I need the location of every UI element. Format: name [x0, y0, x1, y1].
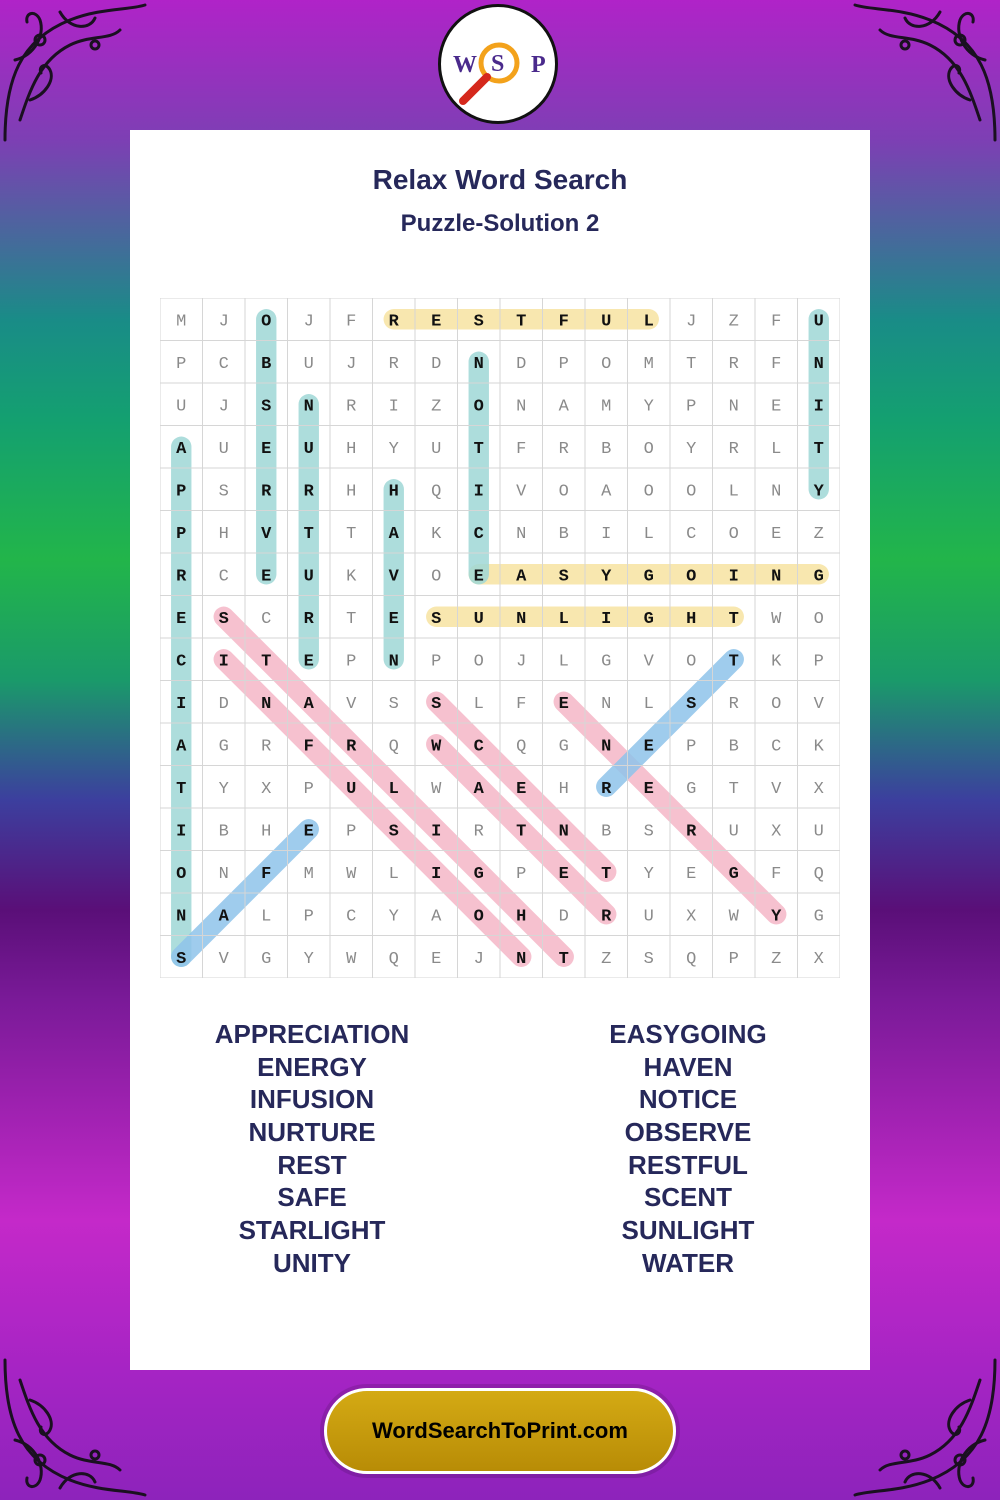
grid-letter-found: T — [261, 652, 272, 672]
grid-letter-found: I — [601, 609, 612, 629]
grid-letter-found: S — [388, 822, 399, 842]
grid-letter: S — [643, 822, 654, 842]
grid-letter: Z — [771, 949, 782, 969]
grid-letter: M — [643, 354, 654, 374]
word-list-item: OBSERVE — [624, 1117, 752, 1148]
grid-letter: P — [813, 652, 824, 672]
grid-letter: P — [303, 779, 314, 799]
grid-letter: R — [558, 439, 569, 459]
grid-letter: Q — [431, 482, 442, 502]
grid-letter-found: T — [516, 822, 527, 842]
grid-letter-found: I — [473, 482, 484, 502]
grid-letter: F — [516, 694, 527, 714]
grid-letter-found: U — [346, 779, 357, 799]
grid-letter-found: U — [813, 312, 824, 332]
grid-letter-found: S — [261, 397, 272, 417]
grid-letter: G — [261, 949, 272, 969]
word-list-item: SUNLIGHT — [621, 1215, 755, 1246]
grid-letter: A — [601, 482, 612, 502]
grid-letter: G — [218, 737, 229, 757]
grid-letter-found: R — [176, 567, 187, 587]
grid-letter: V — [346, 694, 357, 714]
grid-letter-found: S — [686, 694, 697, 714]
grid-letter: V — [516, 482, 527, 502]
grid-letter-found: L — [643, 312, 654, 332]
grid-letter: C — [771, 737, 782, 757]
grid-letter-found: C — [473, 737, 484, 757]
grid-letter-found: O — [473, 907, 484, 927]
grid-letter-found: I — [176, 822, 187, 842]
grid-letter: D — [516, 354, 527, 374]
grid-letter: H — [346, 439, 357, 459]
grid-letter-found: N — [813, 354, 824, 374]
grid-letter: J — [303, 312, 314, 332]
grid-letter-found: F — [303, 737, 314, 757]
grid-letter-found: I — [813, 397, 824, 417]
grid-letter: R — [728, 694, 739, 714]
grid-letter: X — [686, 907, 697, 927]
grid-letter: S — [218, 482, 229, 502]
word-list-item: INFUSION — [249, 1084, 375, 1115]
logo-letter: S — [491, 51, 505, 77]
word-list-item: RESTFUL — [628, 1149, 748, 1180]
grid-letter-found: T — [516, 312, 527, 332]
grid-letter-found: F — [558, 312, 569, 332]
grid-letter: Y — [388, 439, 399, 459]
grid-letter: Y — [388, 907, 399, 927]
grid-letter: C — [218, 567, 229, 587]
grid-letter: R — [346, 397, 357, 417]
grid-letter: M — [303, 864, 314, 884]
grid-letter: C — [346, 907, 357, 927]
corner-ornament-top-right — [850, 0, 1000, 150]
grid-letter: L — [473, 694, 484, 714]
grid-letter-found: W — [431, 737, 442, 757]
grid-letter-found: T — [473, 439, 484, 459]
grid-letter: B — [558, 524, 569, 544]
grid-letter: X — [813, 949, 824, 969]
grid-letter-found: N — [388, 652, 399, 672]
grid-letter: U — [643, 907, 654, 927]
logo-letter: W — [453, 52, 477, 78]
grid-letter-found: T — [728, 652, 739, 672]
grid-letter-found: E — [516, 779, 527, 799]
grid-letter: V — [771, 779, 782, 799]
grid-letter: N — [516, 524, 527, 544]
grid-letter-found: A — [176, 737, 187, 757]
grid-letter: N — [218, 864, 229, 884]
grid-letter-found: V — [388, 567, 399, 587]
grid-letter: K — [346, 567, 357, 587]
grid-letter: B — [601, 822, 612, 842]
grid-letter: Z — [601, 949, 612, 969]
grid-letter: Q — [516, 737, 527, 757]
grid-letter: F — [346, 312, 357, 332]
grid-letter-found: I — [431, 864, 442, 884]
grid-letter: H — [558, 779, 569, 799]
grid-letter: O — [558, 482, 569, 502]
grid-letter-found: G — [813, 567, 824, 587]
grid-letter-found: U — [473, 609, 484, 629]
grid-letter: H — [218, 524, 229, 544]
word-list-item: SAFE — [277, 1182, 347, 1213]
grid-letter: M — [176, 312, 187, 332]
grid-letter: N — [771, 482, 782, 502]
grid-letter: Y — [643, 864, 654, 884]
grid-letter: W — [346, 864, 357, 884]
grid-letter-found: A — [218, 907, 229, 927]
grid-letter: D — [218, 694, 229, 714]
grid-letter: J — [686, 312, 697, 332]
grid-letter: L — [728, 482, 739, 502]
grid-letter-found: I — [176, 694, 187, 714]
grid-letter: A — [431, 907, 442, 927]
grid-letter-found: S — [473, 312, 484, 332]
grid-letter: S — [643, 949, 654, 969]
grid-letter-found: O — [686, 567, 697, 587]
grid-letter: Q — [813, 864, 824, 884]
corner-ornament-bottom-left — [0, 1350, 150, 1500]
grid-letter-found: N — [516, 949, 527, 969]
grid-letter: W — [431, 779, 442, 799]
grid-letter-found: R — [346, 737, 357, 757]
grid-letter: T — [346, 524, 357, 544]
grid-letter: O — [686, 482, 697, 502]
grid-letter: L — [558, 652, 569, 672]
grid-letter: D — [558, 907, 569, 927]
grid-letter: Y — [643, 397, 654, 417]
grid-letter-found: F — [261, 864, 272, 884]
grid-letter: T — [346, 609, 357, 629]
grid-letter: B — [728, 737, 739, 757]
grid-letter: U — [303, 354, 314, 374]
grid-letter-found: A — [303, 694, 314, 714]
grid-letter: A — [558, 397, 569, 417]
grid-letter: O — [431, 567, 442, 587]
grid-letter-found: L — [388, 779, 399, 799]
grid-letter-found: E — [643, 779, 654, 799]
corner-ornament-bottom-right — [850, 1350, 1000, 1500]
grid-letter: X — [771, 822, 782, 842]
grid-letter-found: G — [643, 609, 654, 629]
grid-letter: L — [643, 524, 654, 544]
grid-letter: Q — [686, 949, 697, 969]
word-list-left — [162, 1018, 462, 1280]
grid-letter: X — [813, 779, 824, 799]
grid-letter: J — [516, 652, 527, 672]
grid-letter: P — [346, 652, 357, 672]
grid-letter: R — [728, 354, 739, 374]
word-list-item: WATER — [642, 1247, 734, 1278]
grid-letter-found: H — [388, 482, 399, 502]
grid-letter-found: N — [516, 609, 527, 629]
grid-letter: O — [686, 652, 697, 672]
grid-letter-found: E — [558, 864, 569, 884]
grid-letter: U — [176, 397, 187, 417]
grid-letter: P — [346, 822, 357, 842]
grid-letter: X — [261, 779, 272, 799]
grid-letter: H — [346, 482, 357, 502]
page-title: Relax Word Search — [372, 164, 628, 195]
grid-letter: W — [346, 949, 357, 969]
word-list-item: NOTICE — [638, 1084, 738, 1115]
grid-letter-found: Y — [771, 907, 782, 927]
grid-letter: F — [771, 312, 782, 332]
grid-letter-found: U — [303, 439, 314, 459]
grid-letter-found: S — [431, 694, 442, 714]
grid-letter-found: U — [303, 567, 314, 587]
word-list-item: APPRECIATION — [214, 1019, 410, 1049]
grid-letter-found: N — [558, 822, 569, 842]
grid-letter: N — [728, 397, 739, 417]
grid-letter: E — [771, 524, 782, 544]
grid-letter-found: T — [176, 779, 187, 799]
grid-letter: S — [388, 694, 399, 714]
grid-letter: G — [686, 779, 697, 799]
grid-letter-found: N — [261, 694, 272, 714]
grid-letter: J — [218, 312, 229, 332]
word-list-item: STARLIGHT — [238, 1215, 386, 1246]
grid-letter-found: E — [176, 609, 187, 629]
grid-letter-found: R — [601, 907, 612, 927]
grid-letter: K — [813, 737, 824, 757]
grid-letter: Q — [388, 737, 399, 757]
word-list-item: SCENT — [643, 1182, 733, 1213]
grid-letter-found: N — [771, 567, 782, 587]
grid-letter: O — [643, 439, 654, 459]
grid-letter: M — [601, 397, 612, 417]
grid-letter: F — [516, 439, 527, 459]
grid-letter: R — [728, 439, 739, 459]
grid-letter-found: A — [176, 439, 187, 459]
grid-letter-found: N — [601, 737, 612, 757]
grid-letter: R — [261, 737, 272, 757]
grid-letter-found: V — [261, 524, 272, 544]
grid-letter-found: Y — [601, 567, 612, 587]
grid-letter: O — [813, 609, 824, 629]
grid-letter: Z — [813, 524, 824, 544]
grid-letter-found: S — [431, 609, 442, 629]
puzzle-card — [130, 130, 870, 1370]
grid-letter-found: H — [686, 609, 697, 629]
grid-letter: B — [601, 439, 612, 459]
word-list-item: EASYGOING — [609, 1019, 767, 1049]
grid-letter-found: P — [176, 524, 187, 544]
grid-letter: O — [643, 482, 654, 502]
grid-letter-found: E — [303, 652, 314, 672]
grid-letter-found: E — [388, 609, 399, 629]
grid-letter: Y — [303, 949, 314, 969]
grid-letter: P — [728, 949, 739, 969]
grid-letter-found: Y — [813, 482, 824, 502]
grid-letter: P — [686, 397, 697, 417]
grid-letter-found: E — [558, 694, 569, 714]
word-list-item: ENERGY — [257, 1051, 367, 1082]
grid-letter-found: E — [261, 567, 272, 587]
grid-letter: P — [176, 354, 187, 374]
site-link-button[interactable] — [324, 1388, 676, 1474]
grid-letter: U — [813, 822, 824, 842]
grid-letter: C — [686, 524, 697, 544]
grid-letter: O — [473, 652, 484, 672]
grid-letter: N — [516, 397, 527, 417]
grid-letter: C — [261, 609, 272, 629]
grid-letter: P — [686, 737, 697, 757]
grid-letter: E — [771, 397, 782, 417]
grid-letter-found: S — [218, 609, 229, 629]
grid-letter-found: N — [176, 907, 187, 927]
grid-letter: O — [771, 694, 782, 714]
grid-letter: Y — [218, 779, 229, 799]
grid-letter-found: N — [473, 354, 484, 374]
grid-letter-found: E — [303, 822, 314, 842]
grid-letter: Y — [686, 439, 697, 459]
grid-letter: U — [728, 822, 739, 842]
grid-letter-found: T — [558, 949, 569, 969]
grid-letter: G — [558, 737, 569, 757]
grid-letter-found: I — [431, 822, 442, 842]
grid-letter: L — [388, 864, 399, 884]
grid-letter: B — [218, 822, 229, 842]
grid-letter-found: I — [218, 652, 229, 672]
grid-letter: U — [218, 439, 229, 459]
grid-letter-found: S — [558, 567, 569, 587]
grid-letter: P — [431, 652, 442, 672]
grid-letter-found: E — [261, 439, 272, 459]
grid-letter-found: C — [473, 524, 484, 544]
grid-letter: F — [771, 354, 782, 374]
grid-letter-found: T — [601, 864, 612, 884]
grid-letter-found: O — [176, 864, 187, 884]
word-list-right — [538, 1018, 838, 1280]
grid-letter: T — [728, 779, 739, 799]
grid-letter-found: R — [686, 822, 697, 842]
grid-letter: L — [771, 439, 782, 459]
grid-letter-found: R — [303, 482, 314, 502]
grid-letter-found: G — [473, 864, 484, 884]
grid-letter: V — [813, 694, 824, 714]
grid-letter: K — [431, 524, 442, 544]
grid-letter-found: S — [176, 949, 187, 969]
site-logo[interactable] — [438, 4, 558, 124]
grid-letter-found: T — [728, 609, 739, 629]
grid-letter: K — [771, 652, 782, 672]
grid-letter-found: R — [601, 779, 612, 799]
grid-letter: H — [261, 822, 272, 842]
grid-letter: J — [473, 949, 484, 969]
grid-letter-found: R — [261, 482, 272, 502]
grid-letter-found: G — [728, 864, 739, 884]
grid-letter: R — [388, 354, 399, 374]
grid-letter: W — [771, 609, 782, 629]
grid-letter: C — [218, 354, 229, 374]
word-search-grid — [160, 298, 840, 978]
grid-letter-found: L — [558, 609, 569, 629]
grid-letter: J — [218, 397, 229, 417]
grid-letter-found: R — [388, 312, 399, 332]
grid-letter: E — [431, 949, 442, 969]
grid-letter: D — [431, 354, 442, 374]
page-subtitle: Puzzle-Solution 2 — [400, 210, 600, 237]
grid-letter: U — [431, 439, 442, 459]
grid-letter-found: O — [261, 312, 272, 332]
grid-letter: L — [261, 907, 272, 927]
grid-letter: R — [473, 822, 484, 842]
grid-letter-found: H — [516, 907, 527, 927]
grid-letter-found: E — [473, 567, 484, 587]
logo-letter: P — [531, 52, 546, 78]
grid-letter: E — [686, 864, 697, 884]
grid-letter-found: P — [176, 482, 187, 502]
grid-letter-found: G — [643, 567, 654, 587]
grid-letter: G — [813, 907, 824, 927]
grid-letter: F — [771, 864, 782, 884]
grid-letter: L — [643, 694, 654, 714]
grid-letter-found: C — [176, 652, 187, 672]
grid-letter: P — [303, 907, 314, 927]
grid-letter: Q — [388, 949, 399, 969]
grid-letter: J — [346, 354, 357, 374]
grid-letter-found: R — [303, 609, 314, 629]
grid-letter: N — [601, 694, 612, 714]
grid-letter: V — [643, 652, 654, 672]
word-list-item: NURTURE — [248, 1117, 376, 1148]
grid-letter-found: E — [643, 737, 654, 757]
grid-letter: I — [601, 524, 612, 544]
grid-letter: G — [601, 652, 612, 672]
grid-letter: V — [218, 949, 229, 969]
grid-letter: Z — [728, 312, 739, 332]
site-link-label: WordSearchToPrint.com — [372, 1418, 628, 1443]
grid-letter-found: T — [303, 524, 314, 544]
grid-letter: P — [516, 864, 527, 884]
grid-letter: P — [558, 354, 569, 374]
grid-letter-found: A — [473, 779, 484, 799]
grid-letter-found: A — [516, 567, 527, 587]
grid-letter: I — [388, 397, 399, 417]
grid-letter-found: E — [431, 312, 442, 332]
grid-letter: O — [728, 524, 739, 544]
grid-letter-found: O — [473, 397, 484, 417]
word-list-item: REST — [277, 1149, 347, 1180]
grid-letter: Z — [431, 397, 442, 417]
word-list-item: HAVEN — [643, 1051, 733, 1082]
corner-ornament-top-left — [0, 0, 150, 150]
word-list-item: UNITY — [273, 1247, 351, 1278]
grid-letter-found: A — [388, 524, 399, 544]
grid-letter: O — [601, 354, 612, 374]
grid-letter: W — [728, 907, 739, 927]
grid-letter-found: B — [261, 354, 272, 374]
grid-letter-found: U — [601, 312, 612, 332]
grid-letter: T — [686, 354, 697, 374]
grid-letter-found: I — [728, 567, 739, 587]
grid-letter-found: N — [303, 397, 314, 417]
grid-letter-found: T — [813, 439, 824, 459]
